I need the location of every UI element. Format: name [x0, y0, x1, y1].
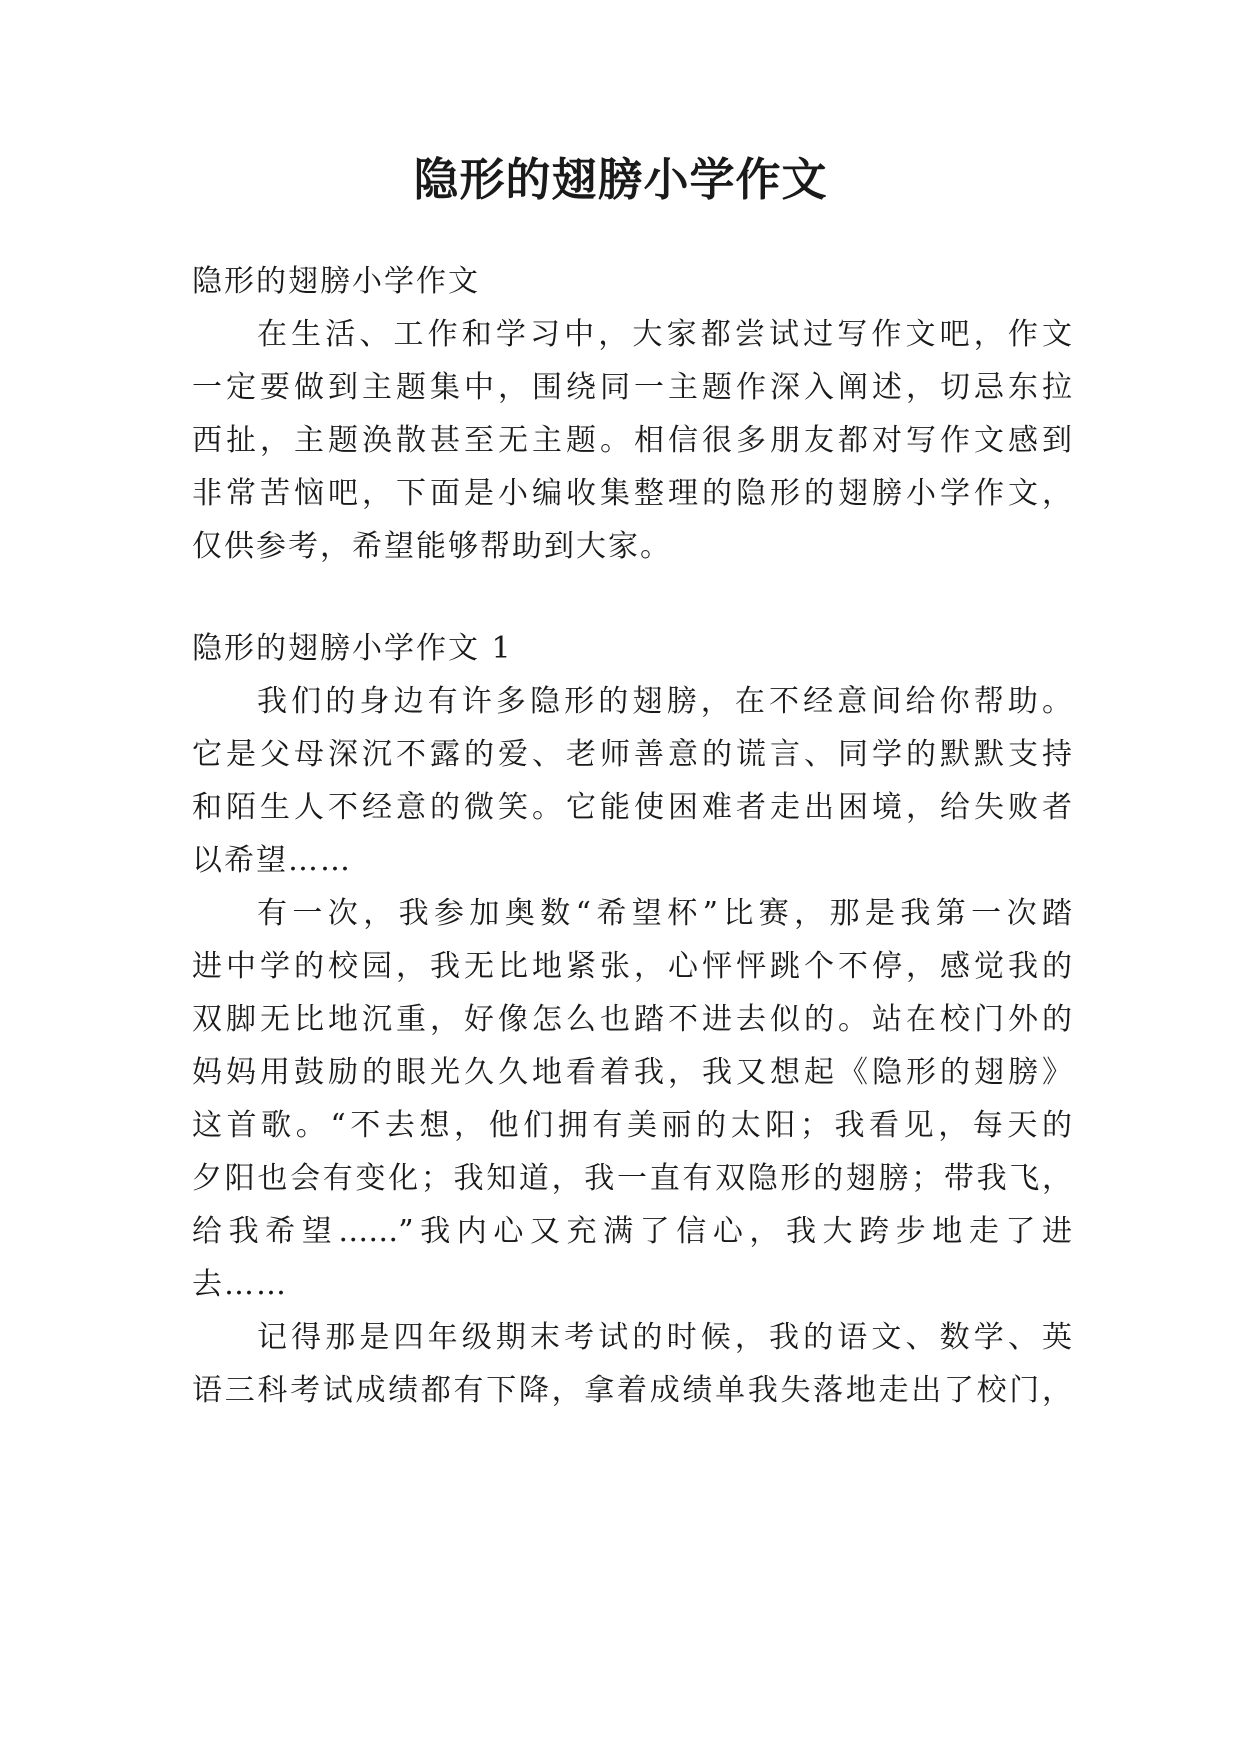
paragraph-line: 去…… — [192, 1267, 288, 1302]
paragraph-line: 非常苦恼吧，下面是小编收集整理的隐形的翅膀小学作文， — [192, 476, 1072, 511]
paragraph-line: 在生活、工作和学习中，大家都尝试过写作文吧，作文 — [257, 317, 1072, 352]
paragraph-line: 给我希望……”我内心又充满了信心，我大跨步地走了进 — [192, 1214, 1072, 1249]
paragraph-line: 一定要做到主题集中，围绕同一主题作深入阐述，切忌东拉 — [192, 370, 1072, 405]
paragraph-line: 语三科考试成绩都有下降，拿着成绩单我失落地走出了校门， — [192, 1373, 1072, 1408]
paragraph-line: 妈妈用鼓励的眼光久久地看着我，我又想起《隐形的翅膀》 — [192, 1055, 1072, 1090]
paragraph-line: 我们的身边有许多隐形的翅膀，在不经意间给你帮助。 — [257, 684, 1072, 719]
section-heading: 隐形的翅膀小学作文 — [192, 264, 480, 299]
paragraph-line: 记得那是四年级期末考试的时候，我的语文、数学、英 — [257, 1320, 1072, 1355]
paragraph-line: 以希望…… — [192, 843, 352, 878]
section-heading: 隐形的翅膀小学作文 1 — [192, 631, 513, 666]
paragraph-line: 仅供参考，希望能够帮助到大家。 — [192, 529, 672, 564]
document-title: 隐形的翅膀小学作文 — [413, 153, 828, 206]
paragraph-line: 夕阳也会有变化；我知道，我一直有双隐形的翅膀；带我飞， — [192, 1161, 1072, 1196]
paragraph-line: 进中学的校园，我无比地紧张，心怦怦跳个不停，感觉我的 — [192, 949, 1072, 984]
paragraph-line: 和陌生人不经意的微笑。它能使困难者走出困境，给失败者 — [192, 790, 1072, 825]
paragraph-line: 双脚无比地沉重，好像怎么也踏不进去似的。站在校门外的 — [192, 1002, 1072, 1037]
paragraph-line: 它是父母深沉不露的爱、老师善意的谎言、同学的默默支持 — [192, 737, 1072, 772]
paragraph-line: 西扯，主题涣散甚至无主题。相信很多朋友都对写作文感到 — [192, 423, 1072, 458]
paragraph-line: 有一次，我参加奥数“希望杯”比赛，那是我第一次踏 — [257, 896, 1072, 931]
paragraph-line: 这首歌。“不去想，他们拥有美丽的太阳；我看见，每天的 — [192, 1108, 1072, 1143]
